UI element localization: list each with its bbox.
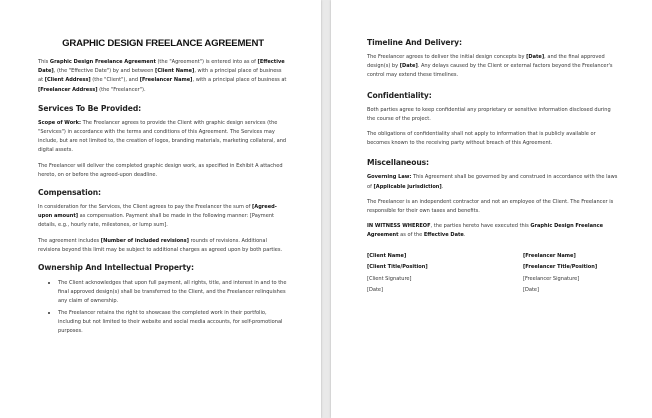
timeline-heading: Timeline And Delivery: [367, 38, 462, 47]
client-signature-field: [Client Signature] [367, 275, 412, 282]
scope-of-work-paragraph: Scope of Work: The Freelancer agrees to provide the Client with graphic design services (the "Services") in accordance with the terms and conditions of this Agreement. The Services may include, but are not limited to, the creation of logos, branding materials, marketing collateral, and digital assets. [38, 119, 287, 154]
freelancer-signature-field: [Freelancer Signature] [523, 275, 580, 282]
governing-law-paragraph: Governing Law: This Agreement shall be governed by and construed in accordance with the laws of [Applicable jurisdiction]. [367, 174, 618, 190]
ownership-heading: Ownership And Intellectual Property: [38, 263, 194, 273]
client-signature-column [367, 251, 507, 297]
revisions-paragraph: The agreement includes [Number of included revisions] rounds of revisions. Additional revisions beyond this limit may be subject to additional charges as agreed upon by both parties. [38, 237, 283, 253]
freelancer-name-field: [Freelancer Name] [523, 252, 576, 259]
ownership-list [38, 278, 288, 336]
freelancer-date-field: [Date] [523, 287, 540, 294]
signature-block [367, 251, 618, 297]
confidentiality-paragraph-2: The obligations of confidentiality shall not apply to information that is publicly available or becomes known to the receiving party without breach of this Agreement. [367, 131, 596, 147]
document-title: GRAPHIC DESIGN FREELANCE AGREEMENT [62, 38, 264, 49]
miscellaneous-heading: Miscellaneous: [367, 158, 429, 168]
freelancer-title-field: [Freelancer Title/Position] [523, 264, 598, 271]
contractor-paragraph: The Freelancer is an independent contractor and not an employee of the Client. The Freelancer is responsible for their own taxes and benefits. [367, 198, 614, 215]
intro-paragraph: This Graphic Design Freelance Agreement (the "Agreement") is entered into as of [Effective Date], (the "Effective Date") by and between [Client Name], with a principal place of business at [Client Address] (the "Client"), and [Freelancer Name], with a principal place of business at [Freelancer Address] (the "Freelancer"). [38, 59, 287, 93]
client-date-field: [Date] [367, 287, 384, 294]
compensation-heading: Compensation: [38, 188, 101, 198]
client-title-field: [Client Title/Position] [367, 264, 428, 271]
witness-paragraph: IN WITNESS WHEREOF, the parties hereto have executed this Graphic Design Freelance Agreement as of the Effective Date. [367, 223, 604, 239]
timeline-paragraph: The Freelancer agrees to deliver the initial design concepts by [Date], and the final approved design(s) by [Date]. Any delays caused by the Client or external factors beyond the Freelancer's control may extend these timelines. [367, 54, 613, 79]
client-name-field: [Client Name] [367, 252, 407, 259]
delivery-paragraph: The Freelancer will deliver the completed graphic design work, as specified in Exhibit A attached hereto, on or before the agreed-upon deadline. [38, 162, 283, 178]
confidentiality-heading: Confidentiality: [367, 90, 432, 100]
compensation-paragraph: In consideration for the Services, the Client agrees to pay the Freelancer the sum of [Agreed-upon amount] as compensation. Payment shall be made in the following manner: [Payment details, e.g., hourly rate, milestones, or lump sum]. [38, 204, 277, 229]
document-page-2 [331, 0, 652, 418]
confidentiality-paragraph-1: Both parties agree to keep confidential any proprietary or sensitive information disclosed during the course of the project. [367, 106, 611, 122]
list-item: • The Client acknowledges that upon full payment, all rights, title, and interest in and to the final approved design(s) shall be transferred to the Client, and the Freelancer relinquishes any claim of ownership. [58, 278, 288, 307]
services-heading: Services To Be Provided: [38, 103, 142, 113]
document-page-1 [0, 0, 321, 418]
list-item: • The Freelancer retains the right to showcase the completed work in their portfolio, including but not limited to their website and social media accounts, for self-promotional purposes. [58, 308, 288, 337]
freelancer-signature-column [523, 251, 618, 297]
